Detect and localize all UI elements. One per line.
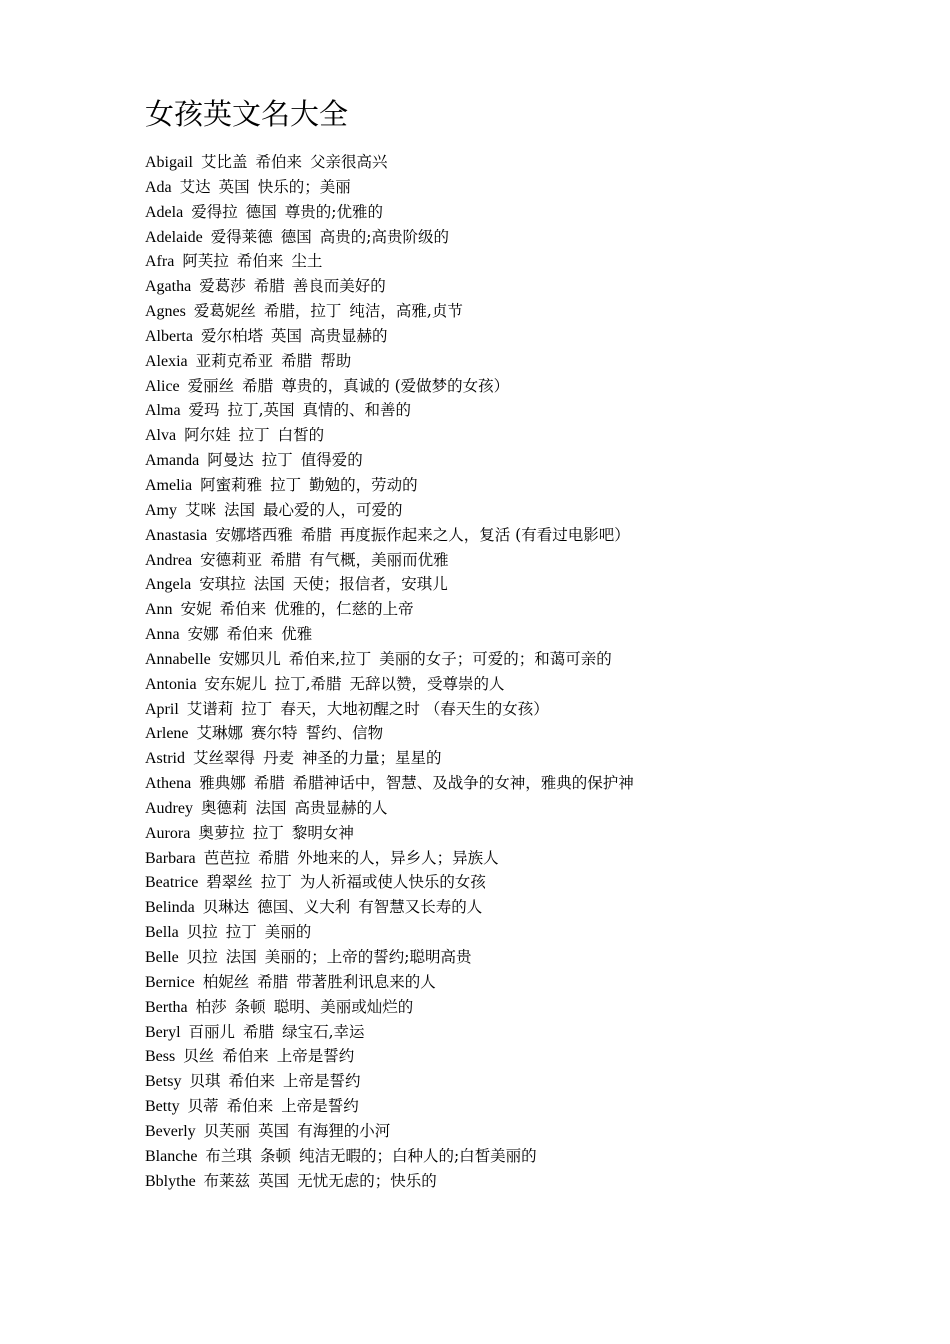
- origin: 拉丁: [261, 451, 293, 470]
- origin: 英国: [271, 326, 303, 345]
- list-item: [145, 150, 905, 175]
- english-name: Arlene: [145, 725, 189, 743]
- list-item: [145, 175, 905, 200]
- english-name: Bella: [145, 924, 179, 942]
- meaning: 再度振作起来之人，复活 (有看过电影吧）: [339, 525, 630, 544]
- meaning: 聪明、美丽或灿烂的: [273, 997, 414, 1016]
- origin: 英国: [258, 1171, 290, 1190]
- origin: 希伯来: [222, 1047, 269, 1066]
- english-name: Abigail: [145, 154, 193, 171]
- origin: 英国: [258, 1121, 290, 1140]
- origin: 德国: [245, 202, 277, 221]
- meaning: 无辞以赞，受尊崇的人: [349, 674, 505, 693]
- origin: 拉丁: [225, 923, 257, 942]
- list-item: [145, 796, 905, 821]
- chinese-name: 安德莉亚: [200, 550, 263, 569]
- chinese-name: 爱丽丝: [187, 376, 235, 395]
- origin: 拉丁,希腊: [274, 674, 342, 693]
- origin: 英国: [218, 177, 250, 196]
- list-item: [145, 1094, 905, 1119]
- chinese-name: 爱葛妮丝: [193, 302, 256, 321]
- english-name: Barbara: [145, 849, 196, 867]
- origin: 条顿: [259, 1146, 291, 1165]
- chinese-name: 贝芙丽: [203, 1121, 251, 1140]
- origin: 希伯来: [226, 625, 274, 644]
- list-item: [145, 945, 905, 970]
- meaning: 高贵显赫的人: [294, 798, 388, 817]
- chinese-name: 安琪拉: [199, 575, 246, 594]
- english-name: Amelia: [145, 476, 193, 494]
- chinese-name: 安东妮儿: [204, 674, 267, 693]
- chinese-name: 贝拉: [186, 948, 218, 966]
- chinese-name: 艾谱莉: [186, 699, 234, 718]
- meaning: 白皙的: [277, 426, 325, 445]
- origin: 法国: [224, 500, 256, 519]
- meaning: 美丽的女子；可爱的；和蔼可亲的: [379, 649, 612, 668]
- list-item: [145, 1169, 905, 1194]
- chinese-name: 安娜贝儿: [218, 649, 281, 668]
- origin: 希腊: [242, 376, 274, 395]
- meaning: 上帝是誓约: [281, 1097, 359, 1116]
- chinese-name: 布兰琪: [205, 1146, 252, 1165]
- meaning: 有气概，美丽而优雅: [309, 550, 449, 569]
- meaning: 优雅的，仁慈的上帝: [274, 600, 414, 619]
- english-name: Agnes: [145, 303, 186, 321]
- list-item: [145, 374, 905, 399]
- list-item: [145, 523, 905, 548]
- chinese-name: 爱葛莎: [199, 277, 246, 296]
- english-name: Betty: [145, 1098, 180, 1116]
- meaning: 无忧无虑的；快乐的: [297, 1171, 437, 1190]
- english-name: Alma: [145, 402, 181, 420]
- list-item: [145, 995, 905, 1020]
- list-item: [145, 1020, 905, 1045]
- origin: 法国: [255, 798, 287, 817]
- meaning: 美丽的: [264, 923, 312, 942]
- meaning: 希腊神话中，智慧、及战争的女神，雅典的保护神: [292, 774, 634, 793]
- meaning: 誓约、信物: [305, 724, 384, 743]
- meaning: 善良而美好的: [292, 277, 386, 296]
- list-item: [145, 473, 905, 498]
- origin: 法国: [225, 948, 257, 966]
- list-item: [145, 249, 905, 274]
- chinese-name: 艾咪: [185, 500, 217, 519]
- chinese-name: 贝拉: [186, 923, 218, 942]
- english-name: Anastasia: [145, 526, 208, 544]
- chinese-name: 艾丝翠得: [193, 749, 256, 768]
- list-item: [145, 1119, 905, 1144]
- list-item: [145, 622, 905, 647]
- english-name: Bess: [145, 1048, 176, 1066]
- chinese-name: 阿芙拉: [182, 252, 229, 271]
- chinese-name: 安娜塔西雅: [215, 525, 293, 544]
- list-item: [145, 920, 905, 945]
- english-name: Annabelle: [145, 650, 211, 668]
- list-item: [145, 324, 905, 349]
- meaning: 纯洁，高雅,贞节: [349, 302, 463, 321]
- meaning: 尊贵的;优雅的: [284, 202, 383, 221]
- chinese-name: 亚莉克希亚: [195, 351, 274, 370]
- meaning: 带著胜利讯息来的人: [296, 972, 436, 991]
- meaning: 值得爱的: [300, 451, 363, 470]
- meaning: 黎明女神: [291, 823, 354, 842]
- chinese-name: 贝琪: [189, 1072, 221, 1091]
- list-item: [145, 895, 905, 920]
- english-name: Bernice: [145, 973, 195, 991]
- chinese-name: 阿尔娃: [184, 426, 231, 445]
- origin: 拉丁: [238, 426, 270, 445]
- meaning: 外地来的人，异乡人；异族人: [297, 848, 499, 867]
- origin: 希伯来: [236, 252, 284, 271]
- meaning: 天使；报信者，安琪儿: [292, 575, 448, 594]
- origin: 希伯来,拉丁: [288, 649, 372, 668]
- list-item: [145, 870, 905, 895]
- english-name: Amy: [145, 501, 177, 519]
- english-name: Bertha: [145, 998, 188, 1016]
- english-name: Amanda: [145, 452, 200, 470]
- list-item: [145, 225, 905, 250]
- english-name: April: [145, 700, 179, 718]
- origin: 希腊: [243, 1022, 275, 1041]
- english-name: Antonia: [145, 675, 197, 693]
- meaning: 帮助: [320, 351, 352, 370]
- list-item: [145, 274, 905, 299]
- list-item: [145, 1069, 905, 1094]
- list-item: [145, 423, 905, 448]
- list-item: [145, 299, 905, 324]
- chinese-name: 布莱兹: [203, 1171, 251, 1190]
- english-name: Belle: [145, 949, 179, 966]
- english-name: Alice: [145, 377, 180, 395]
- english-name: Alexia: [145, 352, 188, 370]
- list-item: [145, 647, 905, 672]
- english-name: Afra: [145, 253, 175, 271]
- name-list: [145, 150, 905, 1193]
- meaning: 上帝是誓约: [276, 1047, 355, 1066]
- english-name: Adela: [145, 203, 184, 221]
- english-name: Athena: [145, 775, 192, 793]
- meaning: 为人祈福或使人快乐的女孩: [299, 873, 486, 892]
- meaning: 父亲很高兴: [310, 153, 388, 171]
- chinese-name: 芭芭拉: [203, 848, 251, 867]
- chinese-name: 艾达: [179, 177, 211, 196]
- meaning: 尊贵的，真诚的 (爱做梦的女孩）: [281, 376, 510, 395]
- english-name: Blanche: [145, 1147, 198, 1165]
- chinese-name: 百丽儿: [188, 1022, 236, 1041]
- meaning: 尘土: [291, 252, 323, 271]
- list-item: [145, 498, 905, 523]
- english-name: Ada: [145, 178, 172, 196]
- english-name: Agatha: [145, 278, 192, 296]
- meaning: 纯洁无暇的；白种人的;白皙美丽的: [298, 1146, 537, 1165]
- list-item: [145, 448, 905, 473]
- origin: 希腊: [253, 277, 285, 296]
- english-name: Beatrice: [145, 874, 199, 892]
- english-name: Ann: [145, 601, 173, 619]
- chinese-name: 阿蜜莉雅: [200, 475, 263, 494]
- meaning: 上帝是誓约: [282, 1072, 361, 1091]
- origin: 希伯来: [226, 1097, 274, 1116]
- english-name: Beverly: [145, 1122, 196, 1140]
- meaning: 春天，大地初醒之时 （春天生的女孩）: [280, 699, 549, 718]
- origin: 希伯来: [219, 600, 267, 619]
- meaning: 高贵的;高贵阶级的: [319, 227, 450, 246]
- page-title: 女孩英文名大全: [145, 97, 349, 131]
- origin: 拉丁: [270, 475, 302, 494]
- english-name: Belinda: [145, 899, 195, 917]
- origin: 希腊: [281, 351, 313, 370]
- chinese-name: 爱得拉: [191, 202, 238, 221]
- list-item: [145, 771, 905, 796]
- origin: 丹麦: [263, 749, 295, 768]
- english-name: Andrea: [145, 551, 193, 569]
- list-item: [145, 1144, 905, 1169]
- origin: 拉丁: [252, 823, 284, 842]
- meaning: 有海狸的小河: [297, 1121, 391, 1140]
- list-item: [145, 721, 905, 746]
- chinese-name: 艾比盖: [201, 153, 248, 171]
- origin: 希伯来: [228, 1072, 275, 1091]
- meaning: 勤勉的，劳动的: [309, 475, 418, 494]
- meaning: 有智慧又长寿的人: [358, 898, 483, 917]
- list-item: [145, 349, 905, 374]
- chinese-name: 柏妮丝: [202, 972, 250, 991]
- list-item: [145, 821, 905, 846]
- origin: 法国: [253, 575, 285, 594]
- chinese-name: 爱玛: [188, 401, 220, 420]
- meaning: 快乐的；美丽: [257, 177, 351, 196]
- origin: 条顿: [234, 997, 266, 1016]
- chinese-name: 安妮: [180, 600, 212, 619]
- origin: 拉丁: [260, 873, 292, 892]
- list-item: [145, 746, 905, 771]
- english-name: Bblythe: [145, 1172, 196, 1190]
- chinese-name: 奥德莉: [200, 798, 248, 817]
- list-item: [145, 548, 905, 573]
- list-item: [145, 970, 905, 995]
- origin: 希腊，拉丁: [263, 302, 342, 321]
- origin: 拉丁,英国: [227, 401, 295, 420]
- list-item: [145, 672, 905, 697]
- origin: 德国: [280, 227, 312, 246]
- list-item: [145, 597, 905, 622]
- chinese-name: 贝琳达: [202, 898, 250, 917]
- english-name: Betsy: [145, 1073, 182, 1091]
- origin: 希腊: [300, 525, 332, 544]
- chinese-name: 雅典娜: [199, 774, 246, 793]
- chinese-name: 柏莎: [195, 997, 227, 1016]
- chinese-name: 爱尔柏塔: [200, 326, 263, 345]
- origin: 希腊: [258, 848, 290, 867]
- english-name: Beryl: [145, 1023, 181, 1041]
- chinese-name: 安娜: [187, 625, 219, 644]
- english-name: Angela: [145, 576, 192, 594]
- list-item: [145, 697, 905, 722]
- meaning: 神圣的力量；星星的: [302, 749, 442, 768]
- origin: 希腊: [270, 550, 302, 569]
- origin: 希伯来: [255, 153, 303, 171]
- origin: 赛尔特: [251, 724, 298, 743]
- meaning: 美丽的；上帝的誓约;聪明高贵: [264, 948, 472, 966]
- chinese-name: 碧翠丝: [206, 873, 253, 892]
- english-name: Aurora: [145, 824, 191, 842]
- chinese-name: 艾琳娜: [196, 724, 244, 743]
- meaning: 最心爱的人，可爱的: [263, 500, 403, 519]
- english-name: Audrey: [145, 799, 193, 817]
- chinese-name: 贝丝: [183, 1047, 215, 1066]
- meaning: 高贵显赫的: [310, 326, 388, 345]
- meaning: 真情的、和善的: [302, 401, 412, 420]
- english-name: Astrid: [145, 750, 185, 768]
- chinese-name: 贝蒂: [187, 1097, 219, 1116]
- english-name: Anna: [145, 626, 180, 644]
- list-item: [145, 572, 905, 597]
- origin: 德国、义大利: [257, 898, 351, 917]
- list-item: [145, 398, 905, 423]
- origin: 拉丁: [241, 699, 273, 718]
- origin: 希腊: [257, 972, 289, 991]
- chinese-name: 奥萝拉: [198, 823, 245, 842]
- meaning: 绿宝石,幸运: [282, 1022, 365, 1041]
- chinese-name: 阿曼达: [207, 451, 254, 470]
- origin: 希腊: [253, 774, 285, 793]
- english-name: Adelaide: [145, 228, 203, 246]
- list-item: [145, 1044, 905, 1069]
- meaning: 优雅: [281, 625, 313, 644]
- list-item: [145, 200, 905, 225]
- list-item: [145, 846, 905, 871]
- english-name: Alva: [145, 427, 177, 445]
- english-name: Alberta: [145, 327, 193, 345]
- chinese-name: 爱得莱德: [210, 227, 273, 246]
